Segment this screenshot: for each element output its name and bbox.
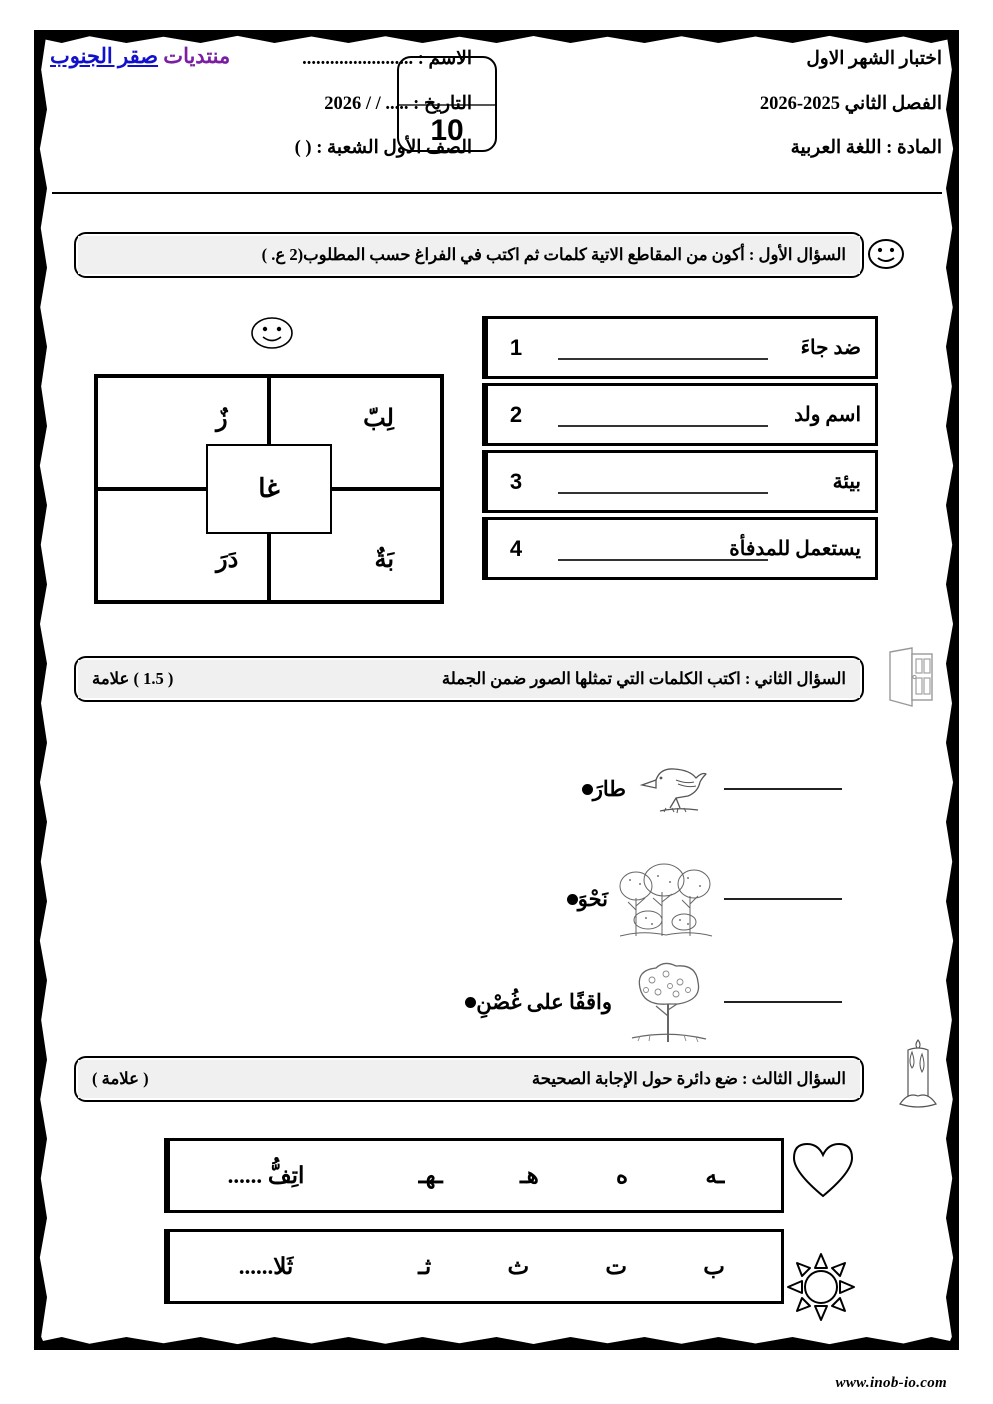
tree-picture	[622, 960, 714, 1044]
answer-blank[interactable]	[724, 898, 842, 900]
mcq-option[interactable]: هـ	[519, 1162, 539, 1188]
syllable-center: غا	[206, 444, 332, 534]
question3-mark: ( علامة )	[92, 1069, 149, 1088]
sentence-text: واقفًا على غُصْنِ	[476, 989, 612, 1014]
question3-mcq-table	[164, 1138, 784, 1320]
row-clue-cell[interactable]	[544, 319, 875, 376]
syllable-grid	[94, 374, 444, 604]
mcq-option[interactable]: ثـ	[418, 1253, 432, 1279]
syllable-top-left: زٌ	[216, 406, 228, 432]
header-right-column	[542, 50, 942, 184]
watermark-part-two: صقر الجنوب	[50, 44, 159, 68]
student-name-field[interactable]: الاسم : ........................	[302, 49, 472, 69]
frame-right-edge	[946, 30, 959, 1350]
row-number: 2	[485, 386, 544, 443]
bird-on-branch-picture	[636, 758, 714, 820]
table-row	[482, 450, 878, 513]
answer-blank[interactable]	[724, 788, 842, 790]
question1-banner	[74, 232, 864, 278]
sun-icon	[786, 1252, 856, 1322]
question2-items	[80, 748, 860, 1038]
table-row	[482, 517, 878, 580]
forum-watermark	[50, 44, 230, 69]
list-item	[568, 758, 860, 820]
smiley-face-icon	[866, 234, 906, 274]
exam-subject: المادة : اللغة العربية	[790, 138, 942, 158]
clue-text: بيئة	[832, 471, 861, 493]
exam-term: الفصل الثاني 2025-2026	[759, 93, 942, 114]
mcq-options	[362, 1141, 781, 1210]
bullet-point	[582, 784, 593, 795]
mcq-prompt: ثَلا......	[167, 1232, 362, 1301]
open-door-icon	[882, 646, 938, 708]
answer-blank[interactable]	[558, 425, 768, 427]
sentence-text: طارَ	[592, 776, 626, 801]
header-underline	[52, 192, 942, 194]
bullet-point	[465, 997, 476, 1008]
candle-icon	[896, 1038, 940, 1112]
table-row	[164, 1138, 784, 1213]
frame-bottom-edge	[34, 1337, 959, 1350]
syllable-bottom-right: بَةٌ	[374, 547, 394, 573]
mcq-option[interactable]: ب	[703, 1253, 725, 1279]
footer-site-url: www.inob-io.com	[835, 1375, 947, 1391]
row-clue-cell[interactable]	[544, 520, 875, 577]
mcq-option[interactable]: ت	[605, 1253, 628, 1279]
row-number: 4	[485, 520, 544, 577]
table-row	[482, 316, 878, 379]
question3-banner	[74, 1056, 864, 1102]
smiley-face-icon	[248, 312, 296, 354]
question1-answer-table	[482, 316, 878, 584]
header-left-column	[52, 50, 472, 184]
question3-text: السؤال الثالث : ضع دائرة حول الإجابة الصحيحة	[531, 1069, 846, 1088]
score-total-value: 10	[430, 114, 464, 147]
table-row	[482, 383, 878, 446]
date-field[interactable]: التاريخ : ..... / / 2026	[324, 93, 472, 114]
forest-picture	[618, 858, 714, 940]
frame-left-edge	[34, 30, 47, 1350]
question2-text: السؤال الثاني : اكتب الكلمات التي تمثلها الصور ضمن الجملة	[441, 669, 846, 688]
grade-section-field[interactable]: الصف الأول الشعبة : ( )	[294, 138, 472, 158]
exam-title: اختبار الشهر الاول	[806, 49, 942, 69]
syllable-bottom-left: دَرَ	[216, 547, 239, 573]
clue-text: يستعمل للمدفأة	[729, 538, 861, 560]
clue-text: اسم ولد	[794, 404, 861, 426]
question1-text: السؤال الأول : أكون من المقاطع الاتية كلمات ثم اكتب في الفراغ حسب المطلوب(2 ع. )	[261, 245, 846, 264]
table-row	[164, 1229, 784, 1304]
heart-icon	[790, 1140, 856, 1202]
mcq-option[interactable]: ـه	[705, 1162, 725, 1188]
row-number: 1	[485, 319, 544, 376]
list-item	[553, 858, 860, 940]
mcq-option[interactable]: ث	[507, 1253, 530, 1279]
question2-mark: ( 1.5 ) علامة	[92, 669, 174, 688]
row-clue-cell[interactable]	[544, 453, 875, 510]
row-clue-cell[interactable]	[544, 386, 875, 443]
list-item	[451, 960, 860, 1044]
clue-text: ضد جاءَ	[800, 337, 861, 359]
sentence-text: نَحْوَ	[577, 886, 608, 911]
bullet-point	[567, 894, 578, 905]
row-number: 3	[485, 453, 544, 510]
watermark-part-one: منتديات	[163, 44, 231, 68]
mcq-option[interactable]: ـهـ	[418, 1162, 443, 1188]
mcq-options	[362, 1232, 781, 1301]
frame-top-edge	[34, 30, 959, 43]
question2-banner	[74, 656, 864, 702]
answer-blank[interactable]	[724, 1001, 842, 1003]
mcq-prompt: اتِفُّ ......	[167, 1141, 362, 1210]
mcq-option[interactable]: ه	[616, 1162, 629, 1188]
syllable-top-right: لِبّ	[363, 406, 394, 432]
answer-blank[interactable]	[558, 358, 768, 360]
answer-blank[interactable]	[558, 492, 768, 494]
